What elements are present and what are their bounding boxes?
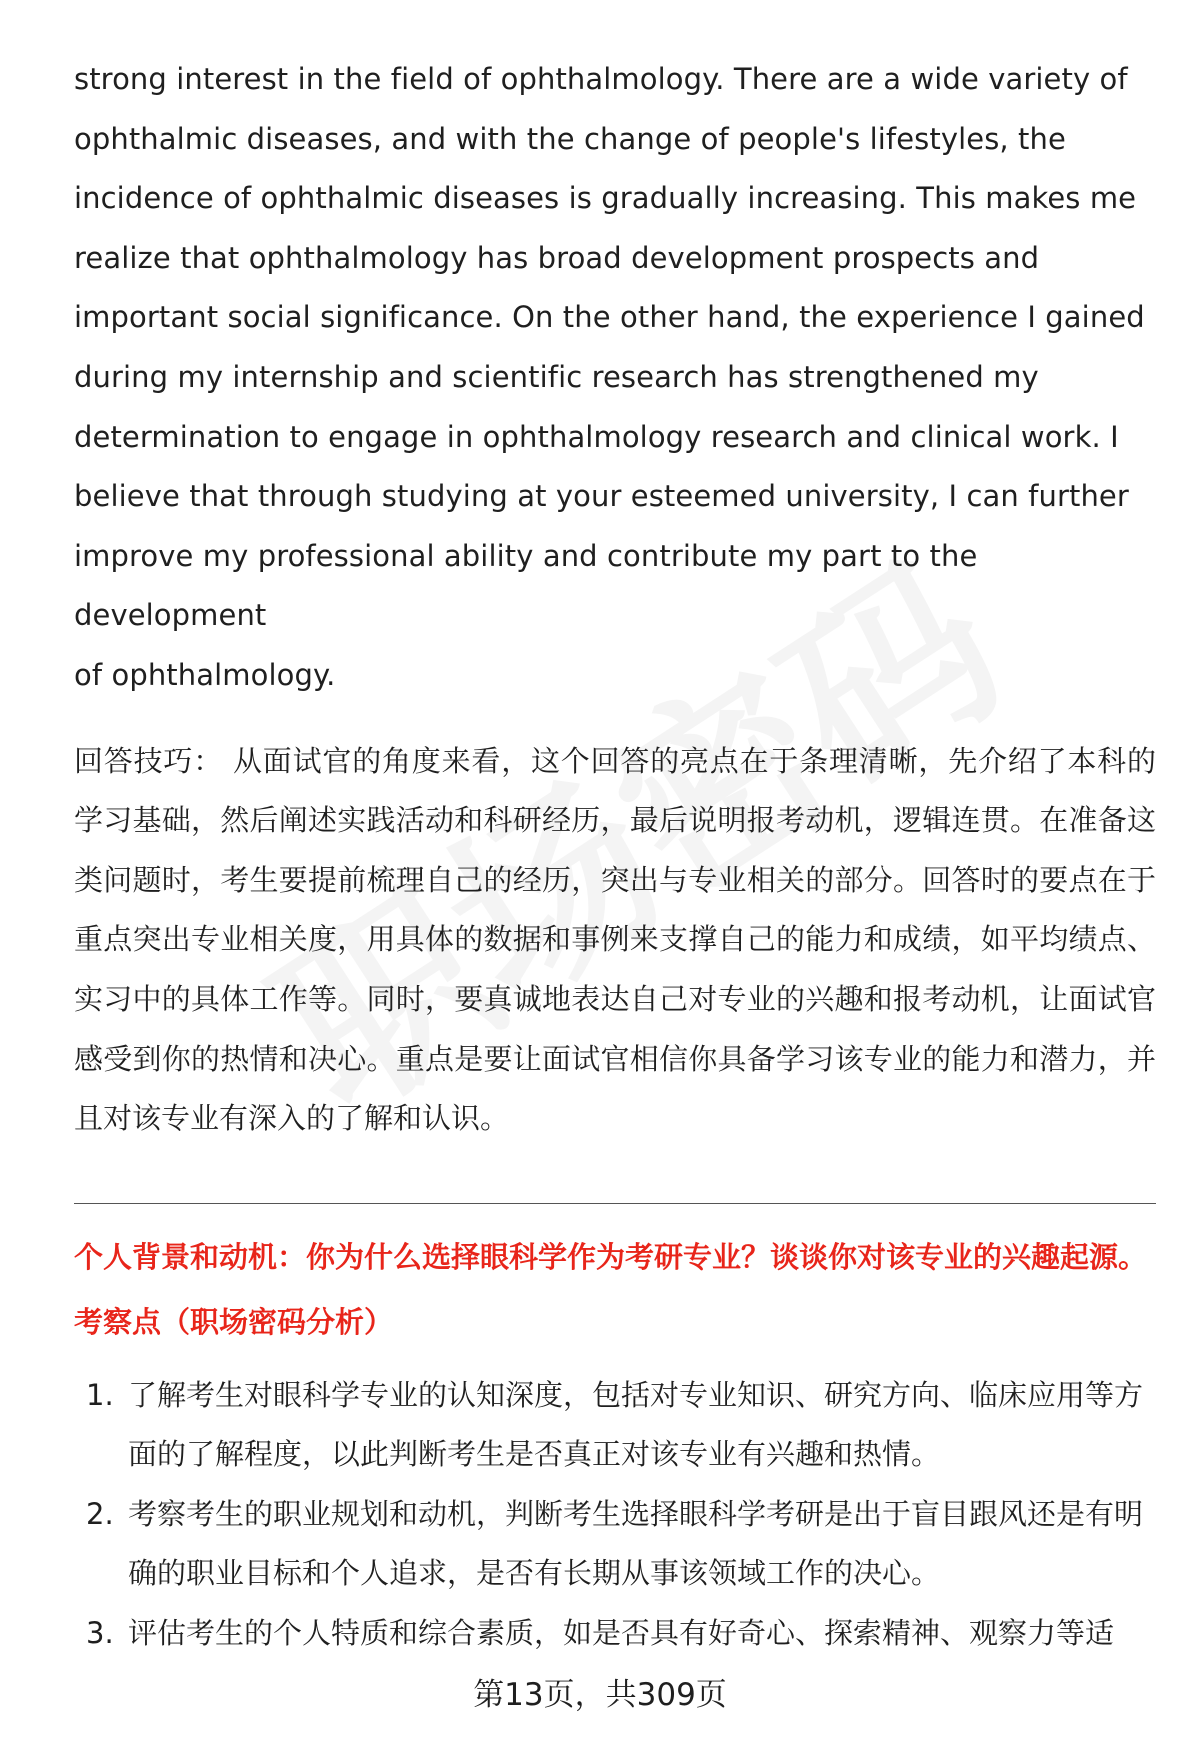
paragraph-line: determination to engage in ophthalmology research and clinical work. I (74, 419, 1119, 454)
list-item-text: 评估考生的个人特质和综合素质，如是否具有好奇心、探索精神、观察力等适 (128, 1616, 1115, 1651)
list-item-number: 3. (86, 1616, 114, 1651)
question-heading: 个人背景和动机：你为什么选择眼科学作为考研专业？谈谈你对该专业的兴趣起源。 (74, 1239, 1148, 1274)
list-item-text: 了解考生对眼科学专业的认知深度，包括对专业知识、研究方向、临床应用等方面的了解程度，以此判断考生是否真正对该专业有兴趣和热情。 (128, 1377, 1144, 1472)
section-divider (74, 1203, 1156, 1204)
answer-tips-paragraph: 回答技巧： 从面试官的角度来看，这个回答的亮点在于条理清晰，先介绍了本科的学习基础，然后阐述实践活动和科研经历，最后说明报考动机，逻辑连贯。在准备这类问题时，考生要提前梳理自己的经历，突出与专业相关的部分。回答时的要点在于重点突出专业相关度，用具体的数据和事例来支撑自己的能力和成绩，如平均绩点、实习中的具体工作等。同时，要真诚地表达自己对专业的兴趣和报考动机，让面试官感受到你的热情和决心。重点是要让面试官相信你具备学习该专业的能力和潜力，并且对该专业有深入的了解和认识。 (74, 743, 1156, 1136)
paragraph-line: believe that through studying at your esteemed university, I can further (74, 479, 1129, 514)
paragraph-line: improve my professional ability and contribute my part to the development (74, 538, 978, 633)
list-item-number: 1. (86, 1377, 114, 1412)
assessment-points-list (74, 1366, 1156, 1664)
list-item-text: 考察考生的职业规划和动机，判断考生选择眼科学考研是出于盲目跟风还是有明确的职业目标和个人追求，是否有长期从事该领域工作的决心。 (128, 1496, 1144, 1591)
paragraph-line: during my internship and scientific research has strengthened my (74, 359, 1039, 394)
paragraph-line: strong interest in the field of ophthalmology. There are a wide variety of (74, 62, 1128, 96)
page-number-footer: 第13页，共309页 (473, 1677, 727, 1713)
assessment-points-heading: 考察点（职场密码分析） (74, 1304, 394, 1339)
list-item (74, 1485, 1156, 1604)
paragraph-line: important social significance. On the other hand, the experience I gained (74, 300, 1145, 335)
paragraph-line: ophthalmic diseases, and with the change of people's lifestyles, the (74, 121, 1066, 156)
list-item (74, 1366, 1156, 1485)
paragraph-line: realize that ophthalmology has broad development prospects and (74, 240, 1040, 275)
paragraph-line: incidence of ophthalmic diseases is gradually increasing. This makes me (74, 181, 1137, 216)
list-item (74, 1604, 1156, 1664)
list-item-number: 2. (86, 1496, 114, 1531)
document-page (74, 50, 1156, 1664)
english-paragraph (74, 50, 1156, 706)
paragraph-line: of ophthalmology. (74, 657, 336, 692)
